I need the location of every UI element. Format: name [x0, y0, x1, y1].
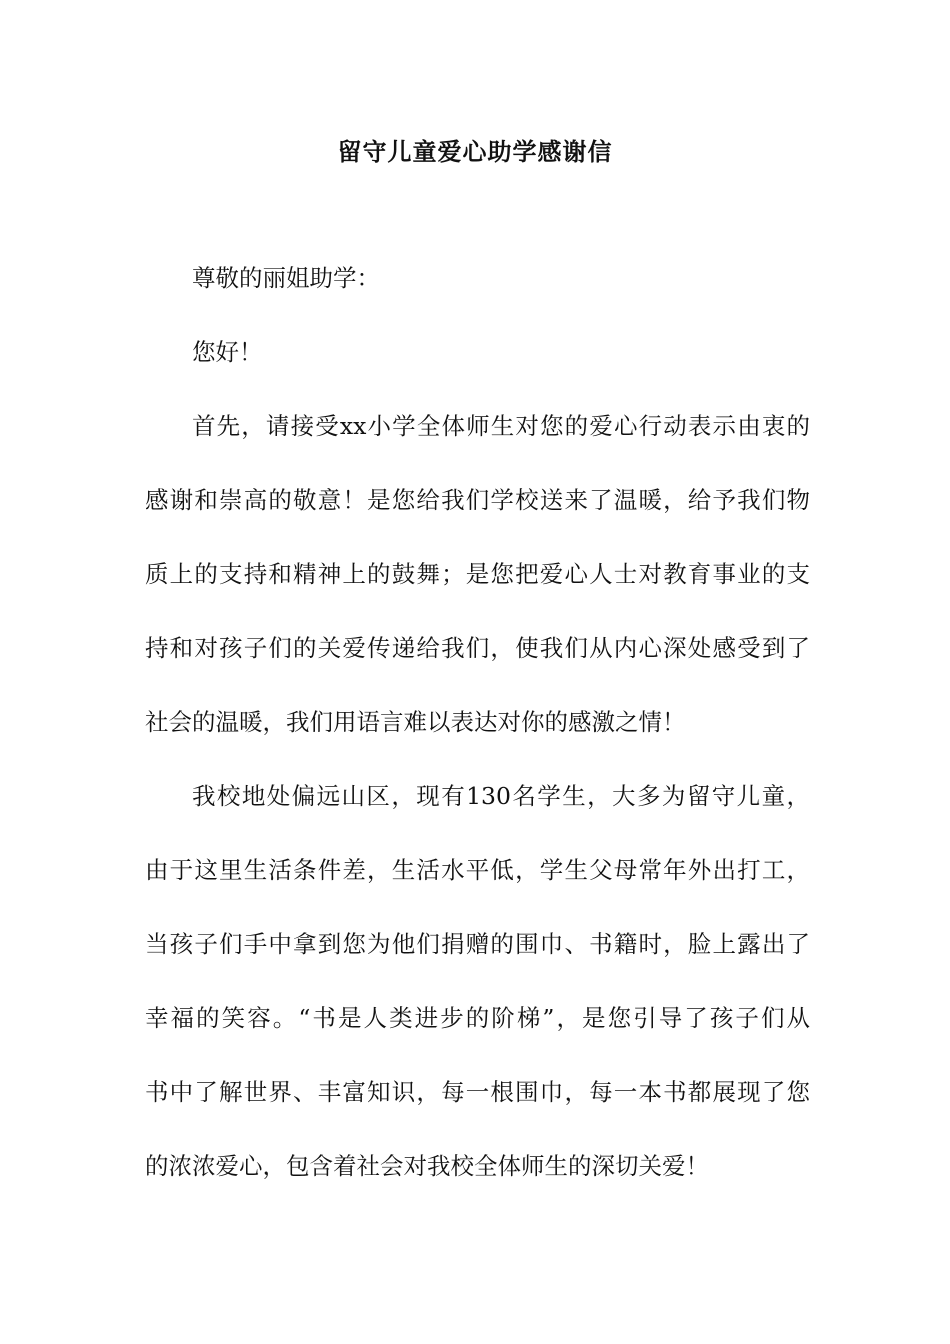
greeting: 您好！ [192, 338, 263, 366]
letter-title: 留守儿童爱心助学感谢信 [337, 138, 613, 166]
paragraph-2-line-3: 当孩子们手中拿到您为他们捐赠的围巾、书籍时，脸上露出了 [145, 930, 810, 958]
paragraph-2-line-1: 我校地处偏远山区，现有130名学生，大多为留守儿童， [192, 782, 810, 810]
paragraph-1-line-5: 社会的温暖，我们用语言难以表达对你的感激之情！ [145, 708, 686, 736]
salutation: 尊敬的丽姐助学： [192, 264, 380, 292]
paragraph-2-line-6: 的浓浓爱心，包含着社会对我校全体师生的深切关爱！ [145, 1152, 709, 1180]
paragraph-2-line-5: 书中了解世界、丰富知识，每一根围巾，每一本书都展现了您 [145, 1078, 810, 1106]
paragraph-1-line-4: 持和对孩子们的关爱传递给我们，使我们从内心深处感受到了 [145, 634, 810, 662]
paragraph-2-line-4: 幸福的笑容。“书是人类进步的阶梯”，是您引导了孩子们从 [145, 1004, 810, 1032]
paragraph-1-line-2: 感谢和崇高的敬意！是您给我们学校送来了温暖，给予我们物 [145, 486, 810, 514]
paragraph-1-line-1: 首先，请接受xx小学全体师生对您的爱心行动表示由衷的 [192, 412, 810, 440]
paragraph-1-line-3: 质上的支持和精神上的鼓舞；是您把爱心人士对教育事业的支 [145, 560, 810, 588]
paragraph-2-line-2: 由于这里生活条件差，生活水平低，学生父母常年外出打工， [145, 856, 810, 884]
